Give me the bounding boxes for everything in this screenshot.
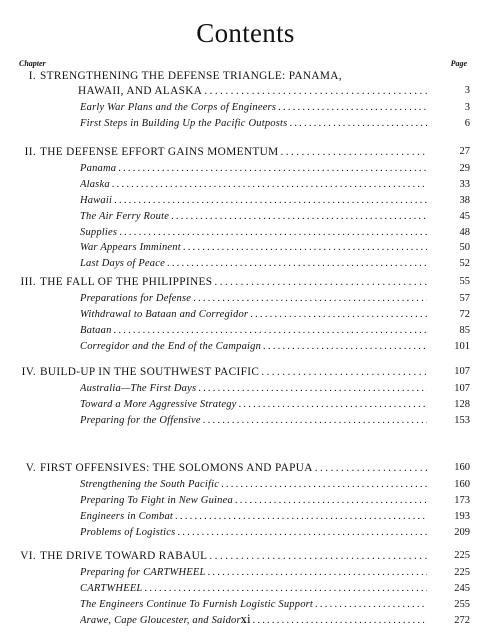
- chapter-heading-title: FIRST OFFENSIVES: THE SOLOMONS AND PAPUA: [40, 462, 313, 474]
- section-page-number: 245: [454, 582, 470, 594]
- section-page-number: 48: [459, 226, 470, 238]
- section-page-number: 85: [459, 324, 470, 336]
- section-page-number: 225: [454, 566, 470, 578]
- section-page-number: 29: [459, 162, 470, 174]
- chapter-page-number: 55: [459, 276, 470, 287]
- chapter-number: IV.: [21, 366, 36, 378]
- section-entry: [80, 179, 427, 190]
- section-page-number: 209: [454, 526, 470, 538]
- dot-leader: [237, 399, 427, 410]
- dot-leader: [173, 511, 427, 522]
- dot-leader: [175, 527, 427, 538]
- chapter-heading: [40, 276, 427, 288]
- dot-leader: [110, 179, 427, 190]
- section-page-number: 160: [454, 478, 470, 490]
- section-entry-title: Early War Plans and the Corps of Engineers: [80, 101, 277, 113]
- dot-leader: [207, 550, 427, 562]
- dot-leader: [196, 383, 427, 394]
- section-page-number: 72: [459, 308, 470, 320]
- section-page-number: 107: [454, 382, 470, 394]
- chapter-number: V.: [25, 462, 36, 474]
- section-entry: [80, 399, 427, 410]
- chapter-heading-title: THE FALL OF THE PHILIPPINES: [40, 276, 213, 288]
- dot-leader: [117, 227, 427, 238]
- dot-leader: [112, 325, 427, 336]
- section-entry: [80, 495, 427, 506]
- section-page-number: 33: [459, 178, 470, 190]
- section-page-number: 6: [464, 117, 470, 129]
- section-page-number: 101: [454, 340, 470, 352]
- section-entry-title: First Steps in Building Up the Pacific Outposts: [80, 117, 288, 129]
- dot-leader: [248, 309, 427, 320]
- section-entry: [80, 163, 427, 174]
- section-entry: [80, 583, 427, 594]
- dot-leader: [276, 102, 427, 113]
- dot-leader: [219, 479, 427, 490]
- section-entry-title: Corregidor and the End of the Campaign: [80, 340, 262, 352]
- section-entry-title: Problems of Logistics: [80, 526, 176, 538]
- section-page-number: 3: [464, 101, 470, 113]
- section-page-number: 38: [459, 194, 470, 206]
- dot-leader: [116, 163, 427, 174]
- chapter-heading: [40, 366, 427, 378]
- section-entry-title: Withdrawal to Bataan and Corregidor: [80, 308, 249, 320]
- section-entry-title: Bataan: [80, 324, 112, 336]
- dot-leader: [181, 242, 427, 253]
- dot-leader: [112, 195, 427, 206]
- section-entry: [80, 195, 427, 206]
- section-entry-title: Preparations for Defense: [80, 292, 192, 304]
- dot-leader: [279, 146, 428, 158]
- section-entry-title: Australia—The First Days: [80, 382, 197, 394]
- section-entry: [80, 479, 427, 490]
- chapter-heading: [40, 146, 427, 158]
- dot-leader: [233, 495, 427, 506]
- chapter-heading-continued-title: HAWAII, AND ALASKA: [78, 85, 203, 97]
- dot-leader: [191, 293, 427, 304]
- page-title: Contents: [196, 18, 295, 48]
- page-folio: xi: [240, 611, 251, 626]
- dot-leader: [261, 341, 427, 352]
- chapter-page-number: 3: [464, 85, 470, 96]
- section-entry: [80, 242, 427, 253]
- section-page-number: 255: [454, 598, 470, 610]
- chapter-heading-title: STRENGTHENING THE DEFENSE TRIANGLE: PANAMA,: [40, 70, 342, 82]
- chapter-heading-title: THE DRIVE TOWARD RABAUL: [40, 550, 208, 562]
- chapter-page-number: 160: [454, 462, 470, 473]
- chapter-page-number: 27: [459, 146, 470, 157]
- dot-leader: [169, 211, 427, 222]
- section-page-number: 57: [459, 292, 470, 304]
- section-entry-title: Hawaii: [80, 194, 113, 206]
- section-entry: [80, 227, 427, 238]
- chapter-heading: [40, 70, 431, 82]
- chapter-heading-continued: [78, 85, 427, 97]
- section-page-number: 50: [459, 242, 470, 254]
- dot-leader: [212, 276, 427, 288]
- section-entry: [80, 415, 427, 426]
- dot-leader: [287, 118, 427, 129]
- section-entry: [80, 527, 427, 538]
- chapter-number: VI.: [20, 550, 36, 562]
- section-entry-title: The Engineers Continue To Furnish Logistic Support: [80, 598, 314, 610]
- section-entry-title: Supplies: [80, 226, 118, 238]
- chapter-number: III.: [20, 276, 36, 288]
- section-entry-title: Strengthening the South Pacific: [80, 478, 220, 490]
- section-entry: [80, 118, 427, 129]
- section-entry: [80, 211, 427, 222]
- page-column-header: Page: [450, 59, 467, 68]
- section-entry-title: Arawe, Cape Gloucester, and Saidor: [80, 614, 241, 626]
- chapter-heading: [40, 550, 427, 562]
- chapter-column-header: Chapter: [19, 59, 46, 68]
- dot-leader: [202, 85, 427, 97]
- section-entry: [80, 511, 427, 522]
- section-entry: [80, 309, 427, 320]
- chapter-number: II.: [24, 146, 36, 158]
- section-entry-title: Preparing for CARTWHEEL: [80, 566, 206, 578]
- chapter-heading-title: BUILD-UP IN THE SOUTHWEST PACIFIC: [40, 366, 260, 378]
- section-entry: [80, 599, 427, 610]
- section-entry-title: CARTWHEEL: [80, 582, 143, 594]
- section-page-number: 272: [454, 614, 470, 626]
- section-page-number: 153: [454, 414, 470, 426]
- dot-leader: [313, 462, 427, 474]
- section-entry-title: Panama: [80, 162, 117, 174]
- dot-leader: [313, 599, 427, 610]
- section-entry-title: Last Days of Peace: [80, 258, 165, 270]
- dot-leader: [201, 415, 427, 426]
- section-entry: [80, 567, 427, 578]
- section-page-number: 45: [459, 210, 470, 222]
- section-page-number: 193: [454, 510, 470, 522]
- section-entry: [80, 325, 427, 336]
- section-page-number: 52: [459, 258, 470, 270]
- section-page-number: 173: [454, 494, 470, 506]
- dot-leader: [165, 258, 427, 269]
- chapter-heading: [40, 462, 427, 474]
- chapter-number: I.: [28, 70, 36, 82]
- section-page-number: 128: [454, 398, 470, 410]
- section-entry: [80, 258, 427, 269]
- section-entry: [80, 341, 427, 352]
- section-entry-title: Alaska: [80, 178, 110, 190]
- section-entry: [80, 102, 427, 113]
- section-entry-title: Preparing To Fight in New Guinea: [80, 494, 233, 506]
- dot-leader: [206, 567, 427, 578]
- section-entry: [80, 383, 427, 394]
- chapter-heading-title: THE DEFENSE EFFORT GAINS MOMENTUM: [40, 146, 279, 158]
- section-entry: [80, 293, 427, 304]
- chapter-page-number: 225: [454, 550, 470, 561]
- section-entry-title: War Appears Imminent: [80, 242, 181, 254]
- dot-leader: [142, 583, 427, 594]
- dot-leader: [259, 366, 427, 378]
- section-entry-title: Engineers in Combat: [80, 510, 174, 522]
- chapter-page-number: 107: [454, 366, 470, 377]
- section-entry-title: Toward a More Aggressive Strategy: [80, 398, 237, 410]
- section-entry-title: The Air Ferry Route: [80, 210, 170, 222]
- section-entry-title: Preparing for the Offensive: [80, 414, 201, 426]
